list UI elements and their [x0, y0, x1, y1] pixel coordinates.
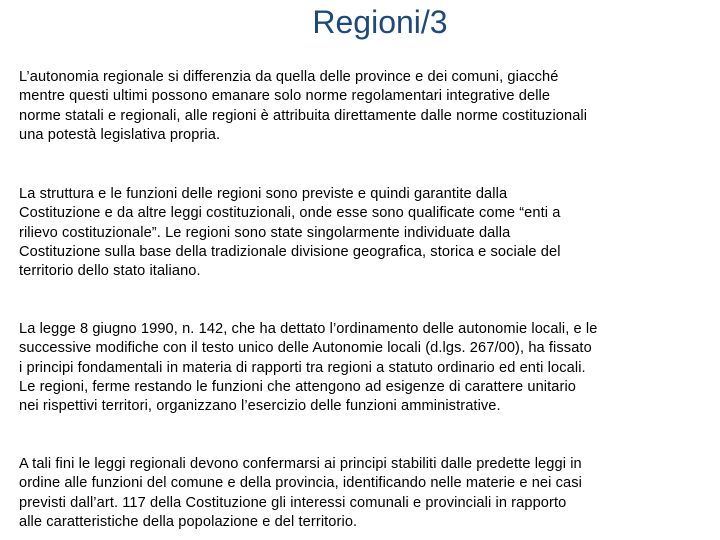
text-line: A tali fini le leggi regionali devono confermarsi ai principi stabiliti dalle predette leggi in [19, 456, 582, 472]
text-line: i principi fondamentali in materia di rapporti tra regioni a statuto ordinario ed enti locali. [19, 359, 586, 376]
paragraph-fini [19, 455, 582, 532]
text-line: Le regioni, ferme restando le funzioni che attengono ad esigenze di carattere unitario [19, 378, 577, 395]
text-line: norme statali e regionali, alle regioni è attribuita direttamente dalle norme costituzionali [19, 107, 588, 124]
text-line: La struttura e le funzioni delle regioni sono previste e quindi garantite dalla [19, 186, 508, 202]
text-line: nei rispettivi territori, organizzano l’esercizio delle funzioni amministrative. [19, 398, 501, 415]
text-line: rilievo costituzionale”. Le regioni sono state singolarmente individuate dalla [19, 224, 511, 241]
paragraph-struttura [19, 185, 561, 281]
text-line: La legge 8 giugno 1990, n. 142, che ha dettato l’ordinamento delle autonomie locali, e le [19, 321, 598, 337]
text-line: alle caratteristiche della popolazione e del territorio. [19, 513, 358, 530]
text-line: mentre questi ultimi possono emanare solo norme regolamentari integrative delle [19, 88, 551, 105]
text-line: L’autonomia regionale si differenzia da quella delle province e dei comuni, giacché [19, 69, 559, 85]
text-line: territorio dello stato italiano. [19, 263, 201, 280]
text-line: previsti dall’art. 117 della Costituzione gli interessi comunali e provinciali in rapporto [19, 494, 567, 511]
text-line: successive modifiche con il testo unico delle Autonomie locali (d.lgs. 267/00), ha fissato [19, 340, 592, 357]
text-line: ordine alle funzioni del comune e della provincia, identificando nelle materie e nei casi [19, 475, 582, 492]
text-line: Costituzione e da altre leggi costituzionali, onde esse sono qualificate come “enti a [19, 205, 561, 222]
paragraph-legge [19, 320, 597, 416]
slide-title: Regioni/3 [312, 4, 448, 40]
text-line: Costituzione sulla base della tradizionale divisione geografica, storica e sociale del [19, 243, 561, 260]
paragraph-autonomia [19, 68, 587, 145]
text-line: una potestà legislativa propria. [19, 126, 221, 143]
